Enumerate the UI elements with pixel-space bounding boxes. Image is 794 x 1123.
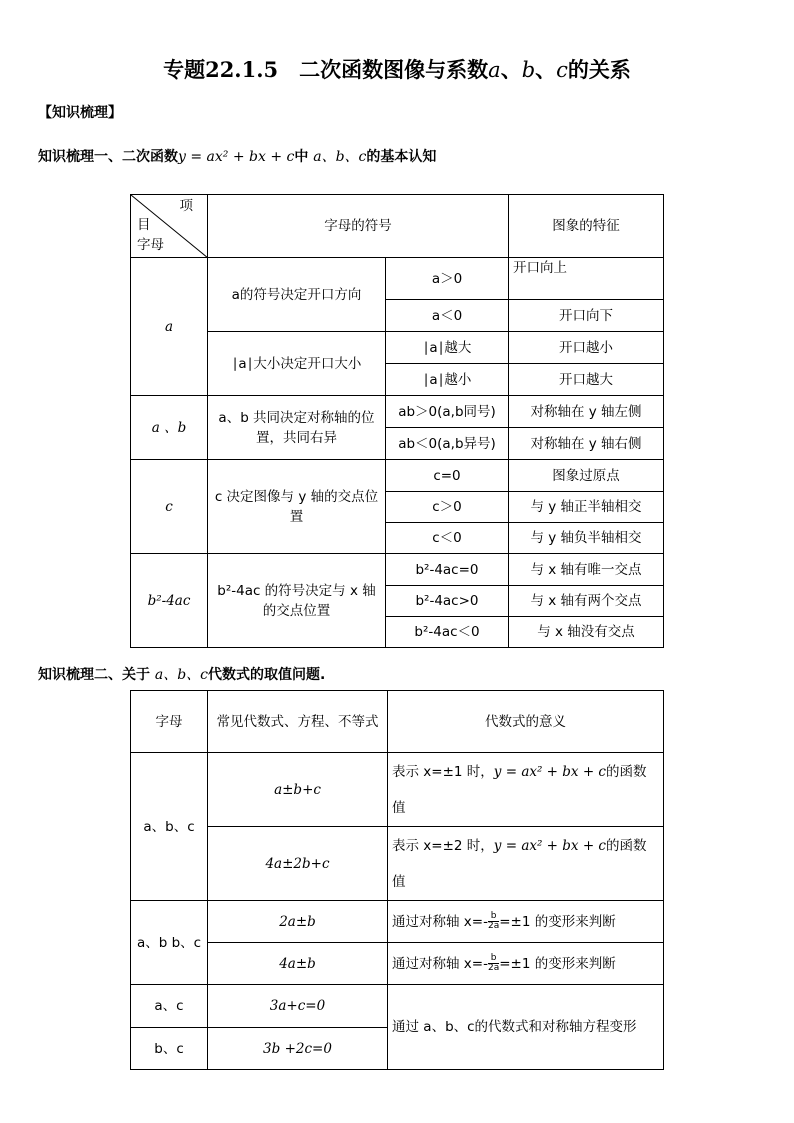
- table2-header-expressions: 常见代数式、方程、不等式: [208, 691, 388, 753]
- expr-4a-pm-2b-plus-c: 4a±2b+c: [208, 827, 388, 901]
- fraction-b-over-2a: $\frac{b}{2a}$: [487, 953, 500, 973]
- table2-header-letters: 字母: [131, 691, 208, 753]
- fraction-b-over-2a: $\frac{b}{2a}$: [487, 911, 500, 931]
- row-label-c: c: [131, 460, 208, 554]
- table-algebraic-expressions: [130, 690, 664, 1070]
- table1-header-feature: 图象的特征: [509, 195, 664, 258]
- c-zero-feature: 图象过原点: [509, 460, 664, 492]
- expr-a-pm-b-plus-c: a±b+c: [208, 753, 388, 827]
- expr-2a-pm-b: 2a±b: [208, 901, 388, 943]
- c-pos: c＞0: [386, 492, 509, 523]
- expr-3a-plus-c: 3a+c=0: [208, 985, 388, 1028]
- a-pos: a＞0: [386, 258, 509, 300]
- part2-heading: 知识梳理二、关于 a、b、c代数式的取值问题.: [38, 667, 326, 683]
- expr-4a-pm-b: 4a±b: [208, 943, 388, 985]
- row-label-ac: a、c: [131, 985, 208, 1028]
- row-label-discriminant: b²-4ac: [131, 554, 208, 648]
- row-label-bc: b、c: [131, 1028, 208, 1070]
- d-zero: b²-4ac=0: [386, 554, 509, 586]
- meaning-axis-1: 通过对称轴 x=- $\frac{b}{2a}$ =±1 的变形来判断: [388, 901, 664, 943]
- a-abs-big-feature: 开口越小: [509, 332, 664, 364]
- ab-pos-feature: 对称轴在 y 轴左侧: [509, 396, 664, 428]
- a-abs-small-feature: 开口越大: [509, 364, 664, 396]
- table2-header-meaning: 代数式的意义: [388, 691, 664, 753]
- table-basic-recognition: [130, 194, 664, 648]
- c-neg: c＜0: [386, 523, 509, 554]
- a-neg-feature: 开口向下: [509, 300, 664, 332]
- page-title: 专题22.1.5 二次函数图像与系数a、b、c的关系: [163, 57, 631, 82]
- row-label-a: a: [131, 258, 208, 396]
- row-label-abc: a、b、c: [131, 753, 208, 901]
- a-neg: a＜0: [386, 300, 509, 332]
- section-header: 【知识梳理】: [38, 105, 122, 121]
- expr-3b-plus-2c: 3b +2c=0: [208, 1028, 388, 1070]
- ab-neg-feature: 对称轴在 y 轴右侧: [509, 428, 664, 460]
- c-desc: c 决定图像与 y 轴的交点位置: [208, 460, 386, 554]
- d-pos-feature: 与 x 轴有两个交点: [509, 586, 664, 617]
- ab-neg: ab＜0(a,b异号): [386, 428, 509, 460]
- ab-desc: a、b 共同决定对称轴的位置，共同右异: [208, 396, 386, 460]
- meaning-transform: 通过 a、b、c的代数式和对称轴方程变形: [388, 985, 664, 1070]
- d-pos: b²-4ac>0: [386, 586, 509, 617]
- d-zero-feature: 与 x 轴有唯一交点: [509, 554, 664, 586]
- meaning-axis-2: 通过对称轴 x=- $\frac{b}{2a}$ =±1 的变形来判断: [388, 943, 664, 985]
- c-neg-feature: 与 y 轴负半轴相交: [509, 523, 664, 554]
- ab-pos: ab＞0(a,b同号): [386, 396, 509, 428]
- a-abs-big: ∣a∣越大: [386, 332, 509, 364]
- a-abs-small: ∣a∣越小: [386, 364, 509, 396]
- d-desc: b²-4ac 的符号决定与 x 轴的交点位置: [208, 554, 386, 648]
- d-neg-feature: 与 x 轴没有交点: [509, 617, 664, 648]
- table1-header-sign: 字母的符号: [208, 195, 509, 258]
- row-label-ab: a 、b: [131, 396, 208, 460]
- a-abs-desc: ∣a∣大小决定开口大小: [208, 332, 386, 396]
- a-pos-feature: 开口向上: [509, 258, 664, 300]
- meaning-x-pm-2: 表示 x=±2 时，y = ax² + bx + c的函数值: [388, 827, 664, 901]
- d-neg: b²-4ac＜0: [386, 617, 509, 648]
- meaning-x-pm-1: 表示 x=±1 时，y = ax² + bx + c的函数值: [388, 753, 664, 827]
- a-sign-desc: a的符号决定开口方向: [208, 258, 386, 332]
- table1-diagonal-header: 项 目 字母: [131, 195, 208, 258]
- c-pos-feature: 与 y 轴正半轴相交: [509, 492, 664, 523]
- part1-heading: 知识梳理一、二次函数y = ax² + bx + c中 a、b、c的基本认知: [38, 149, 437, 165]
- row-label-ab-bc: a、b b、c: [131, 901, 208, 985]
- c-zero: c=0: [386, 460, 509, 492]
